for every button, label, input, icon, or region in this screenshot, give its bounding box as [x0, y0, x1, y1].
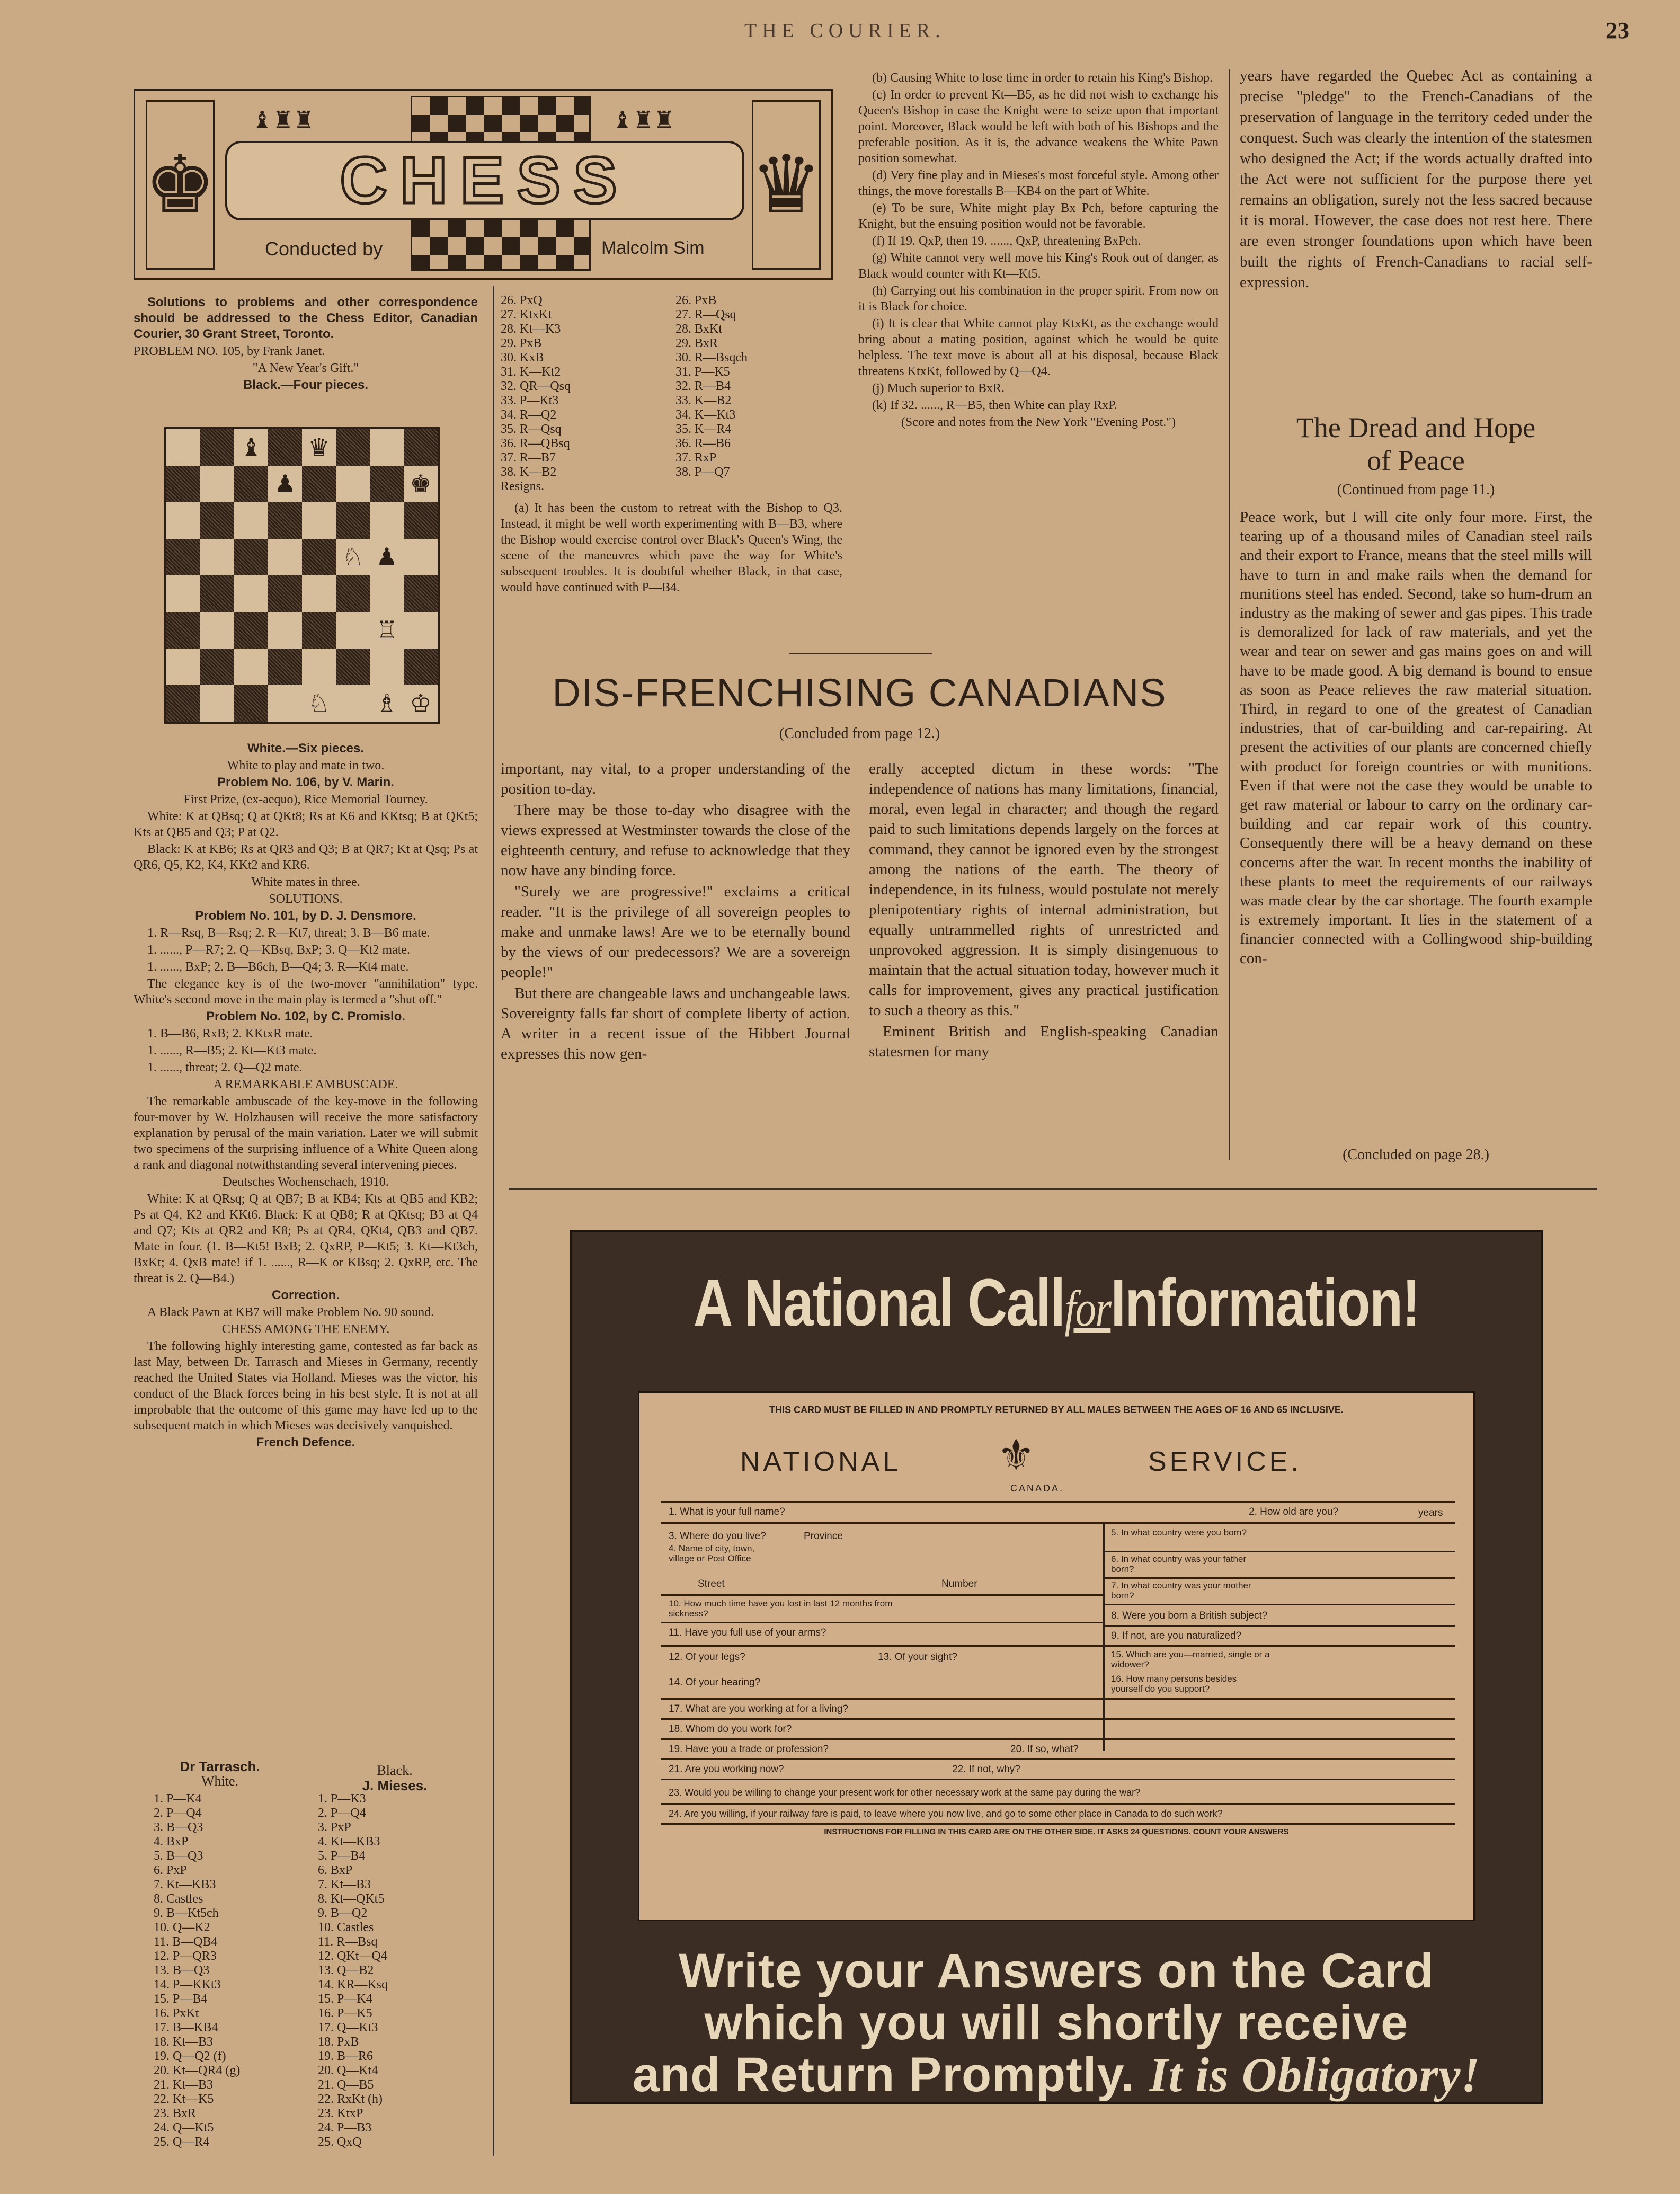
q3: 3. Where do you live?: [669, 1531, 766, 1542]
chess-move: 9. B—Q2: [318, 1906, 368, 1920]
chess-move: 16. PxKt: [154, 2006, 199, 2020]
chess-move: 7. Kt—B3: [318, 1878, 371, 1891]
chess-move: 8. Castles: [154, 1892, 203, 1906]
chess-move: 16. P—K5: [318, 2006, 372, 2020]
chess-intro: Solutions to problems and other correspondence should be addressed to the Chess Editor, Canadian Courier, 30 Grant Street, Toronto.: [134, 295, 478, 341]
black-moves-list-continued: [675, 294, 748, 479]
chess-move: 34. R—Q2: [501, 408, 557, 422]
column-rule: [493, 286, 494, 2156]
correction-text: A Black Pawn at KB7 will make Problem No. 90 sound.: [147, 1305, 434, 1319]
opening-name: French Defence.: [256, 1435, 355, 1450]
black-king-icon: ♚: [410, 470, 432, 498]
chess-move: 7. Kt—KB3: [154, 1878, 216, 1891]
ad-bottom-line-2: which you will shortly receive: [704, 1996, 1409, 2050]
article-paragraph: Peace work, but I will cite only four more. First, the tearing up of a thousand miles of Canadian steel rails and their export to France, means that the steel mills will have to turn in and make rails when the demand for munitions steel has ended. Second, take so hum-drum an industry as the making of sewer and gas pipes. This trade is demoralized for lack of raw materials, and yet the wear and tear on sewer and gas mains goes on and will have to be made good. A big demand is bound to ensue as soon as Peace relieves the raw material situation. Third, in regard to one of the greatest of Canadian industries, that of car-building and car-repairing. At present the activities of our plants are concerned chiefly with product for foreign countries or with munitions. Even if that were not the case they would be unable to get raw material or labour to carry on the ordinary car-building and car repair work of this country. Consequently there will be a heavy demand on these concerns after the war. In recent months the inability of these plants to meet the requirements of our railways was made clear by the car shortage. The fourth example is extremely important. It lies in the statement of a financier connected with a Collingwood ship-building con-: [1240, 509, 1592, 967]
chess-move: 10. Q—K2: [154, 1921, 210, 1934]
chess-move: 12. P—QR3: [154, 1949, 217, 1963]
problem-106-white: White: K at QBsq; Q at QKt8; Rs at K6 and KKtsq; B at QKt5; Kts at QB5 and Q3; P at Q2.: [134, 810, 478, 839]
peace-continuation-note: (Continued from page 11.): [1337, 482, 1495, 498]
ad-bottom-text: [572, 1945, 1541, 2101]
chess-move: 19. Q—Q2 (f): [154, 2049, 226, 2063]
black-moves-list: [318, 1792, 388, 2149]
black-queen-icon: ♛: [308, 433, 330, 461]
chess-move: 29. BxR: [675, 336, 718, 350]
pieces-right-icon: ♝♜♜: [612, 107, 675, 133]
q3-province: Province: [804, 1531, 843, 1542]
chess-move: 28. BxKt: [675, 322, 723, 336]
solution-101-line: 1. ......, BxP; 2. B—B6ch, B—Q4; 3. R—Kt4 mate.: [147, 960, 409, 974]
chess-move: 22. RxKt (h): [318, 2092, 383, 2106]
problem-105-black: Black.—Four pieces.: [243, 378, 369, 392]
chess-move: 20. Q—Kt4: [318, 2064, 378, 2077]
q8: 8. Were you born a British subject?: [1111, 1610, 1268, 1621]
column-rule: [1229, 69, 1230, 1160]
chess-move: 38. P—Q7: [675, 465, 730, 479]
game-note: (c) In order to prevent Kt—B5, as he did not wish to exchange his Queen's Bishop in case the Knight were to seize upon that important point. Moreover, Black would be left with both of his Bishops and the preferable position. As it is, the advance weakens the White Pawn position somewhat.: [858, 88, 1219, 165]
chess-move: 26. PxB: [675, 294, 717, 307]
q13: 13. Of your sight?: [878, 1651, 957, 1663]
q6: 6. In what country was your father born?: [1111, 1554, 1247, 1574]
q14: 14. Of your hearing?: [669, 1677, 761, 1688]
card-title-left: NATIONAL: [740, 1446, 902, 1477]
white-rook-icon: ♖: [376, 616, 398, 644]
chess-move: 14. P—KKt3: [154, 1978, 221, 1992]
card-title-right: SERVICE.: [1148, 1446, 1302, 1477]
chess-move: 30. R—Bsqch: [675, 351, 748, 365]
chess-move: 12. QKt—Q4: [318, 1949, 387, 1963]
q12: 12. Of your legs?: [669, 1651, 745, 1663]
chess-move: 13. B—Q3: [154, 1964, 210, 1977]
chess-move: 18. Kt—B3: [154, 2035, 214, 2049]
article-paragraph: Eminent British and English-speaking Canadian statesmen for many: [869, 1023, 1219, 1060]
chess-move: 4. Kt—KB3: [318, 1835, 380, 1849]
article-headline: DIS-FRENCHISING CANADIANS: [552, 671, 1167, 715]
article-paragraph: years have regarded the Quebec Act as containing a precise "pledge" to the French-Canadians of the preservation of language in the territory ceded under the conquest. Such was clearly the intention of the statesmen who designed the Act; if the words actually drafted into the Act were not sufficient for the purpose there yet remains an obligation, surely not the less sacred because it is moral. However, the case does not rest here. There are even stronger foundations upon which have been built the rights of French-Canadians to racial self-expression.: [1240, 67, 1592, 291]
q9: 9. If not, are you naturalized?: [1111, 1630, 1242, 1641]
chess-move: 21. Kt—B3: [154, 2078, 214, 2092]
problem-105-title: PROBLEM NO. 105, by Frank Janet.: [134, 344, 325, 358]
chess-move: 11. B—QB4: [154, 1935, 218, 1949]
chess-move: 32. QR—Qsq: [501, 379, 571, 393]
editor-name: Malcolm Sim: [596, 238, 710, 259]
ambuscade-position: White: K at QRsq; Q at QB7; B at KB4; Kts at QB5 and KB2; Ps at Q4, K2 and KKt6. Black: K at QB8; R at QKtsq; B3 at Q4 and Q7; Kts at QR2 and K8; Ps at QR4, QKt4, QB3 and QB7. Mate in four. (1. B—Kt5! BxB; 2. QxRP, P—Kt5; 3. Kt—Kt3ch, BxKt; 4. QxB mate! if 1. ......, R—K or KBsq; 2. QxRP, etc. The threat is 2. Q—B4.): [134, 1192, 478, 1285]
q4-street: Street: [698, 1578, 725, 1589]
chess-move: 27. R—Qsq: [675, 308, 736, 322]
article-continuation-note: (Concluded from page 12.): [779, 725, 940, 742]
q21: 21. Are you working now?: [669, 1764, 784, 1775]
chess-move: 25. Q—R4: [154, 2135, 210, 2149]
chess-move: 4. BxP: [154, 1835, 189, 1849]
chess-move: 22. Kt—K5: [154, 2092, 214, 2106]
notes-column-2: [858, 70, 1219, 431]
national-service-advertisement: [570, 1230, 1543, 2104]
chess-move: Resigns.: [501, 479, 545, 493]
q4-number: Number: [941, 1578, 977, 1589]
article-paragraph: But there are changeable laws and unchangeable laws. Sovereignty falls far short of complete liberty of action. A writer in a recent issue of the Hibbert Journal expresses this now gen-: [501, 985, 850, 1062]
chess-move: 17. Q—Kt3: [318, 2021, 378, 2035]
chess-move: 20. Kt—QR4 (g): [154, 2064, 241, 2077]
solution-102-line: 1. ......, R—B5; 2. Kt—Kt3 mate.: [147, 1044, 317, 1058]
q5: 5. In what country were you born?: [1111, 1527, 1247, 1538]
q22: 22. If not, why?: [952, 1764, 1020, 1775]
q15: 15. Which are you—married, single or a widower?: [1111, 1649, 1270, 1669]
white-moves-list: [154, 1792, 240, 2149]
chess-move: 23. KtxP: [318, 2107, 363, 2120]
problem-106-prize: First Prize, (ex-aequo), Rice Memorial Tourney.: [183, 793, 428, 806]
chess-move: 24. Q—Kt5: [154, 2121, 214, 2135]
black-pawn-icon: ♟: [274, 470, 296, 498]
article-paragraph: There may be those to-day who disagree with the views expressed at Westminster towards the close of the eighteenth century, and refuse to acknowledge that they now have any binding force.: [501, 802, 850, 879]
chess-move: 30. KxB: [501, 351, 544, 365]
correction-heading: Correction.: [271, 1288, 340, 1302]
peace-concluded-note: (Concluded on page 28.): [1343, 1147, 1489, 1163]
solution-101-note: The elegance key is of the two-mover "annihilation" type. White's second move in the main play is termed a "shut off.": [134, 977, 478, 1007]
chess-move: 36. R—QBsq: [501, 437, 570, 450]
problem-105-task: White to play and mate in two.: [227, 759, 385, 772]
article-paragraph: "Surely we are progressive!" exclaims a critical reader. "It is the privilege of all sovereign peoples to make and unmake laws! Are we to be eternally bound by the views of our predecessors? We are a sovereign people!": [501, 883, 850, 981]
game-note: (i) It is clear that White cannot play KtxKt, as the exchange would bring about a mating position, against which he would be quite helpless. The text move is about all at his disposal, because Black threatens KtxKt, followed by Q—Q4.: [858, 317, 1219, 378]
chess-move: 23. BxR: [154, 2107, 197, 2120]
white-moves-list-continued: [501, 294, 571, 494]
chess-move: 1. P—K3: [318, 1792, 366, 1806]
game-note: (a) It has been the custom to retreat with the Bishop to Q3. Instead, it might be well worth experimenting with B—B3, where the Bishop would exercise control over Black's Queen's Wing, the scene of the maneuvres which pave the way for White's subsequent troubles. It is doubtful whether Black, in that case, would have continued with P—B4.: [501, 501, 842, 594]
game-note: (h) Carrying out his combination in the proper spirit. From now on it is Black for choice.: [858, 284, 1219, 314]
chess-banner: [134, 89, 833, 280]
chess-problems-column: [134, 741, 478, 1452]
black-label: Black.: [377, 1763, 413, 1778]
chess-title-ribbon: [225, 141, 744, 220]
coat-of-arms-icon: ⚜: [997, 1432, 1035, 1479]
q4: 4. Name of city, town, village or Post Office: [669, 1543, 755, 1564]
chess-move: 29. PxB: [501, 336, 542, 350]
chess-move: 19. B—R6: [318, 2049, 374, 2063]
ad-bottom-line-1: Write your Answers on the Card: [679, 1944, 1434, 1998]
solution-101-title: Problem No. 101, by D. J. Densmore.: [195, 909, 416, 923]
chess-move: 38. K—B2: [501, 465, 557, 479]
problem-105-subtitle: "A New Year's Gift.": [252, 361, 359, 375]
chess-move: 33. K—B2: [675, 394, 732, 407]
q1: 1. What is your full name?: [669, 1506, 785, 1517]
chess-move: 37. RxP: [675, 451, 717, 465]
q24: 24. Are you willing, if your railway fare is paid, to leave where you now live, and go to some other place in Canada to do such work?: [669, 1808, 1223, 1819]
pieces-left-icon: ♝♜♜: [252, 107, 315, 133]
card-instructions: INSTRUCTIONS FOR FILLING IN THIS CARD ARE ON THE OTHER SIDE. IT ASKS 24 QUESTIONS. COUNT YOUR ANSWERS: [824, 1827, 1289, 1836]
ambuscade-heading: A REMARKABLE AMBUSCADE.: [213, 1078, 398, 1091]
game-note: (k) If 32. ......, R—B5, then White can play RxP.: [872, 398, 1117, 412]
chess-move: 3. PxP: [318, 1820, 351, 1834]
chess-move: 25. QxQ: [318, 2135, 362, 2149]
q16: 16. How many persons besides yourself do you support?: [1111, 1674, 1237, 1694]
peace-headline-line-2: of Peace: [1367, 445, 1465, 476]
chess-move: 27. KtxKt: [501, 308, 552, 322]
chess-move: 14. KR—Ksq: [318, 1978, 388, 1992]
white-label: White.: [201, 1773, 239, 1789]
article-column-3: [1240, 66, 1592, 294]
chess-move: 6. BxP: [318, 1863, 353, 1877]
q18: 18. Whom do you work for?: [669, 1724, 792, 1735]
chess-move: 9. B—Kt5ch: [154, 1906, 219, 1920]
chess-move: 15. P—B4: [154, 1992, 208, 2006]
white-knight-icon: ♘: [342, 543, 364, 571]
peace-headline: [1240, 411, 1592, 477]
game-note: (d) Very fine play and in Mieses's most forceful style. Among other things, the move forestalls B—KB4 on the part of White.: [858, 168, 1219, 198]
article-column-1: [501, 759, 850, 1065]
short-rule: [789, 653, 932, 654]
chess-move: 31. P—K5: [675, 365, 730, 379]
white-player-header: [138, 1759, 302, 1789]
chess-move: 8. Kt—QKt5: [318, 1892, 385, 1906]
chess-move: 33. P—Kt3: [501, 394, 559, 407]
solution-102-title: Problem No. 102, by C. Promislo.: [206, 1009, 406, 1024]
q20: 20. If so, what?: [1010, 1744, 1079, 1755]
card-country: CANADA.: [1010, 1483, 1064, 1494]
ad-obligatory: It is Obligatory!: [1149, 2048, 1481, 2102]
chess-move: 34. K—Kt3: [675, 408, 736, 422]
chess-move: 17. B—KB4: [154, 2021, 218, 2035]
game-note: (e) To be sure, White might play Bx Pch, before capturing the Knight, but the ensuing position would not be favorable.: [858, 201, 1219, 231]
q2: 2. How old are you?: [1249, 1506, 1338, 1517]
chess-move: 15. P—K4: [318, 1992, 372, 2006]
white-bishop-icon: ♗: [376, 689, 398, 717]
ad-headline-for: for: [1064, 1280, 1111, 1337]
chess-move: 35. R—Qsq: [501, 422, 562, 436]
chess-move: 28. Kt—K3: [501, 322, 561, 336]
chess-move: 18. PxB: [318, 2035, 359, 2049]
queen-icon: ♛: [752, 100, 821, 270]
chess-move: 13. Q—B2: [318, 1964, 374, 1977]
chess-move: 11. R—Bsq: [318, 1935, 378, 1949]
card-notice: THIS CARD MUST BE FILLED IN AND PROMPTLY RETURNED BY ALL MALES BETWEEN THE AGES OF 16 AND 65 INCLUSIVE.: [769, 1405, 1344, 1415]
chess-diagram-105: [164, 427, 440, 724]
q23: 23. Would you be willing to change your present work for other necessary work at the same pay during the war?: [669, 1787, 1141, 1798]
chess-move: 32. R—B4: [675, 379, 731, 393]
chess-move: 36. R—B6: [675, 437, 731, 450]
game-source: (Score and notes from the New York "Evening Post."): [901, 415, 1176, 429]
chess-title: CHESS: [340, 144, 630, 217]
chess-move: 26. PxQ: [501, 294, 543, 307]
page-number: 23: [1606, 17, 1629, 43]
ad-headline-part-2: Information!: [1110, 1265, 1420, 1340]
chess-move: 2. P—Q4: [318, 1806, 366, 1820]
chess-intro-column: [134, 295, 478, 394]
chess-move: 6. PxP: [154, 1863, 187, 1877]
game-note: (f) If 19. QxP, then 19. ......, QxP, threatening BxPch.: [872, 234, 1141, 248]
chess-move: 35. K—R4: [675, 422, 732, 436]
chess-move: 31. K—Kt2: [501, 365, 561, 379]
ambuscade-text: The remarkable ambuscade of the key-move in the following four-mover by W. Holzhausen will receive the more satisfactory explanation by perusal of the main variation. Later we will submit two specimens of the surprising influence of a White Queen along a rank and diagonal notwithstanding several intervening pieces.: [134, 1095, 478, 1172]
ad-bottom-line-3: and Return Promptly.: [632, 2048, 1135, 2102]
enemy-text: The following highly interesting game, contested as far back as last May, between Dr. Tarrasch and Mieses in Germany, recently reached the United States via Holland. Mieses was the victor, his conduct of the Black forces being in his best style. It is not at all improbable that the outcome of this game may have led up to the subsequent match in which Mieses was decisively vanquished.: [134, 1339, 478, 1433]
chess-move: 5. P—B4: [318, 1849, 366, 1863]
q19: 19. Have you a trade or profession?: [669, 1744, 829, 1755]
white-knight-icon: ♘: [308, 689, 330, 717]
game-note: (b) Causing White to lose time in order to retain his King's Bishop.: [872, 71, 1213, 85]
peace-headline-line-1: The Dread and Hope: [1296, 412, 1536, 443]
king-icon: ♚: [146, 100, 215, 270]
ambuscade-source: Deutsches Wochenschach, 1910.: [223, 1175, 389, 1189]
solution-101-line: 1. R—Rsq, B—Rsq; 2. R—Kt7, threat; 3. B—B6 mate.: [147, 926, 430, 940]
chess-move: 37. R—B7: [501, 451, 556, 465]
white-king-icon: ♔: [410, 689, 432, 717]
problem-105-white: White.—Six pieces.: [247, 741, 365, 756]
problem-106-title: Problem No. 106, by V. Marin.: [217, 775, 394, 789]
q7: 7. In what country was your mother born?: [1111, 1580, 1251, 1601]
peace-article-body: [1240, 508, 1592, 969]
chess-move: 2. P—Q4: [154, 1806, 202, 1820]
article-paragraph: important, nay vital, to a proper understanding of the position to-day.: [501, 760, 850, 797]
chess-move: 1. P—K4: [154, 1792, 202, 1806]
q10: 10. How much time have you lost in last 12 months from sickness?: [669, 1598, 893, 1619]
chess-move: 3. B—Q3: [154, 1820, 203, 1834]
problem-106-task: White mates in three.: [251, 875, 360, 889]
chess-move: 5. B—Q3: [154, 1849, 203, 1863]
chess-move: 24. P—B3: [318, 2121, 372, 2135]
q17: 17. What are you working at for a living?: [669, 1703, 849, 1715]
black-pawn-icon: ♟: [376, 543, 398, 571]
q2-unit: years: [1418, 1507, 1443, 1518]
black-player-header: [313, 1763, 477, 1793]
chess-move: 21. Q—B5: [318, 2078, 374, 2092]
section-rule: [509, 1188, 1597, 1190]
white-player-name: Dr Tarrasch.: [180, 1758, 260, 1774]
solutions-heading: SOLUTIONS.: [269, 892, 343, 906]
ad-headline: [659, 1264, 1454, 1341]
article-paragraph: erally accepted dictum in these words: "The independence of nations has many limitations, financial, moral, even legal in character; and though the regard paid to such limitations depends largely on the forces at command, they cannot be ignored even by the strongest among the nations of the earth. The theory of independence, in its fulness, would postulate not merely plenipotentiary rights of internal administration, but equally untrammelled rights of unrestricted and unprovoked aggression. It is simply disingenuous to maintain that the actual situation today, however much it calls for improvement, gives any practical justification to such a theory as this.": [869, 760, 1219, 1019]
black-bishop-icon: ♝: [240, 433, 262, 461]
black-player-name: J. Mieses.: [362, 1778, 428, 1793]
game-note: (g) White cannot very well move his King's Rook out of danger, as Black would counter with Kt—Kt5.: [858, 251, 1219, 281]
national-service-card: [638, 1391, 1475, 1921]
solution-101-line: 1. ......, P—R7; 2. Q—KBsq, BxP; 3. Q—Kt2 mate.: [147, 943, 411, 957]
running-title: THE COURIER.: [744, 20, 946, 42]
ad-headline-part-1: A National Call: [693, 1265, 1065, 1340]
problem-106-black: Black: K at KB6; Rs at QR3 and Q3; B at QR7; Kt at Qsq; Ps at QR6, Q5, K2, K4, KKt2 and KR6.: [134, 842, 478, 872]
conducted-by-label: Conducted by: [260, 238, 388, 260]
game-note: (j) Much superior to BxR.: [872, 381, 1005, 395]
chess-move: 10. Castles: [318, 1921, 374, 1934]
q11: 11. Have you full use of your arms?: [669, 1627, 826, 1638]
solution-102-line: 1. B—B6, RxB; 2. KKtxR mate.: [147, 1027, 313, 1041]
notes-column-1: [501, 500, 842, 597]
solution-102-line: 1. ......, threat; 2. Q—Q2 mate.: [147, 1061, 303, 1074]
enemy-heading: CHESS AMONG THE ENEMY.: [221, 1322, 390, 1336]
article-column-2: [869, 759, 1219, 1063]
